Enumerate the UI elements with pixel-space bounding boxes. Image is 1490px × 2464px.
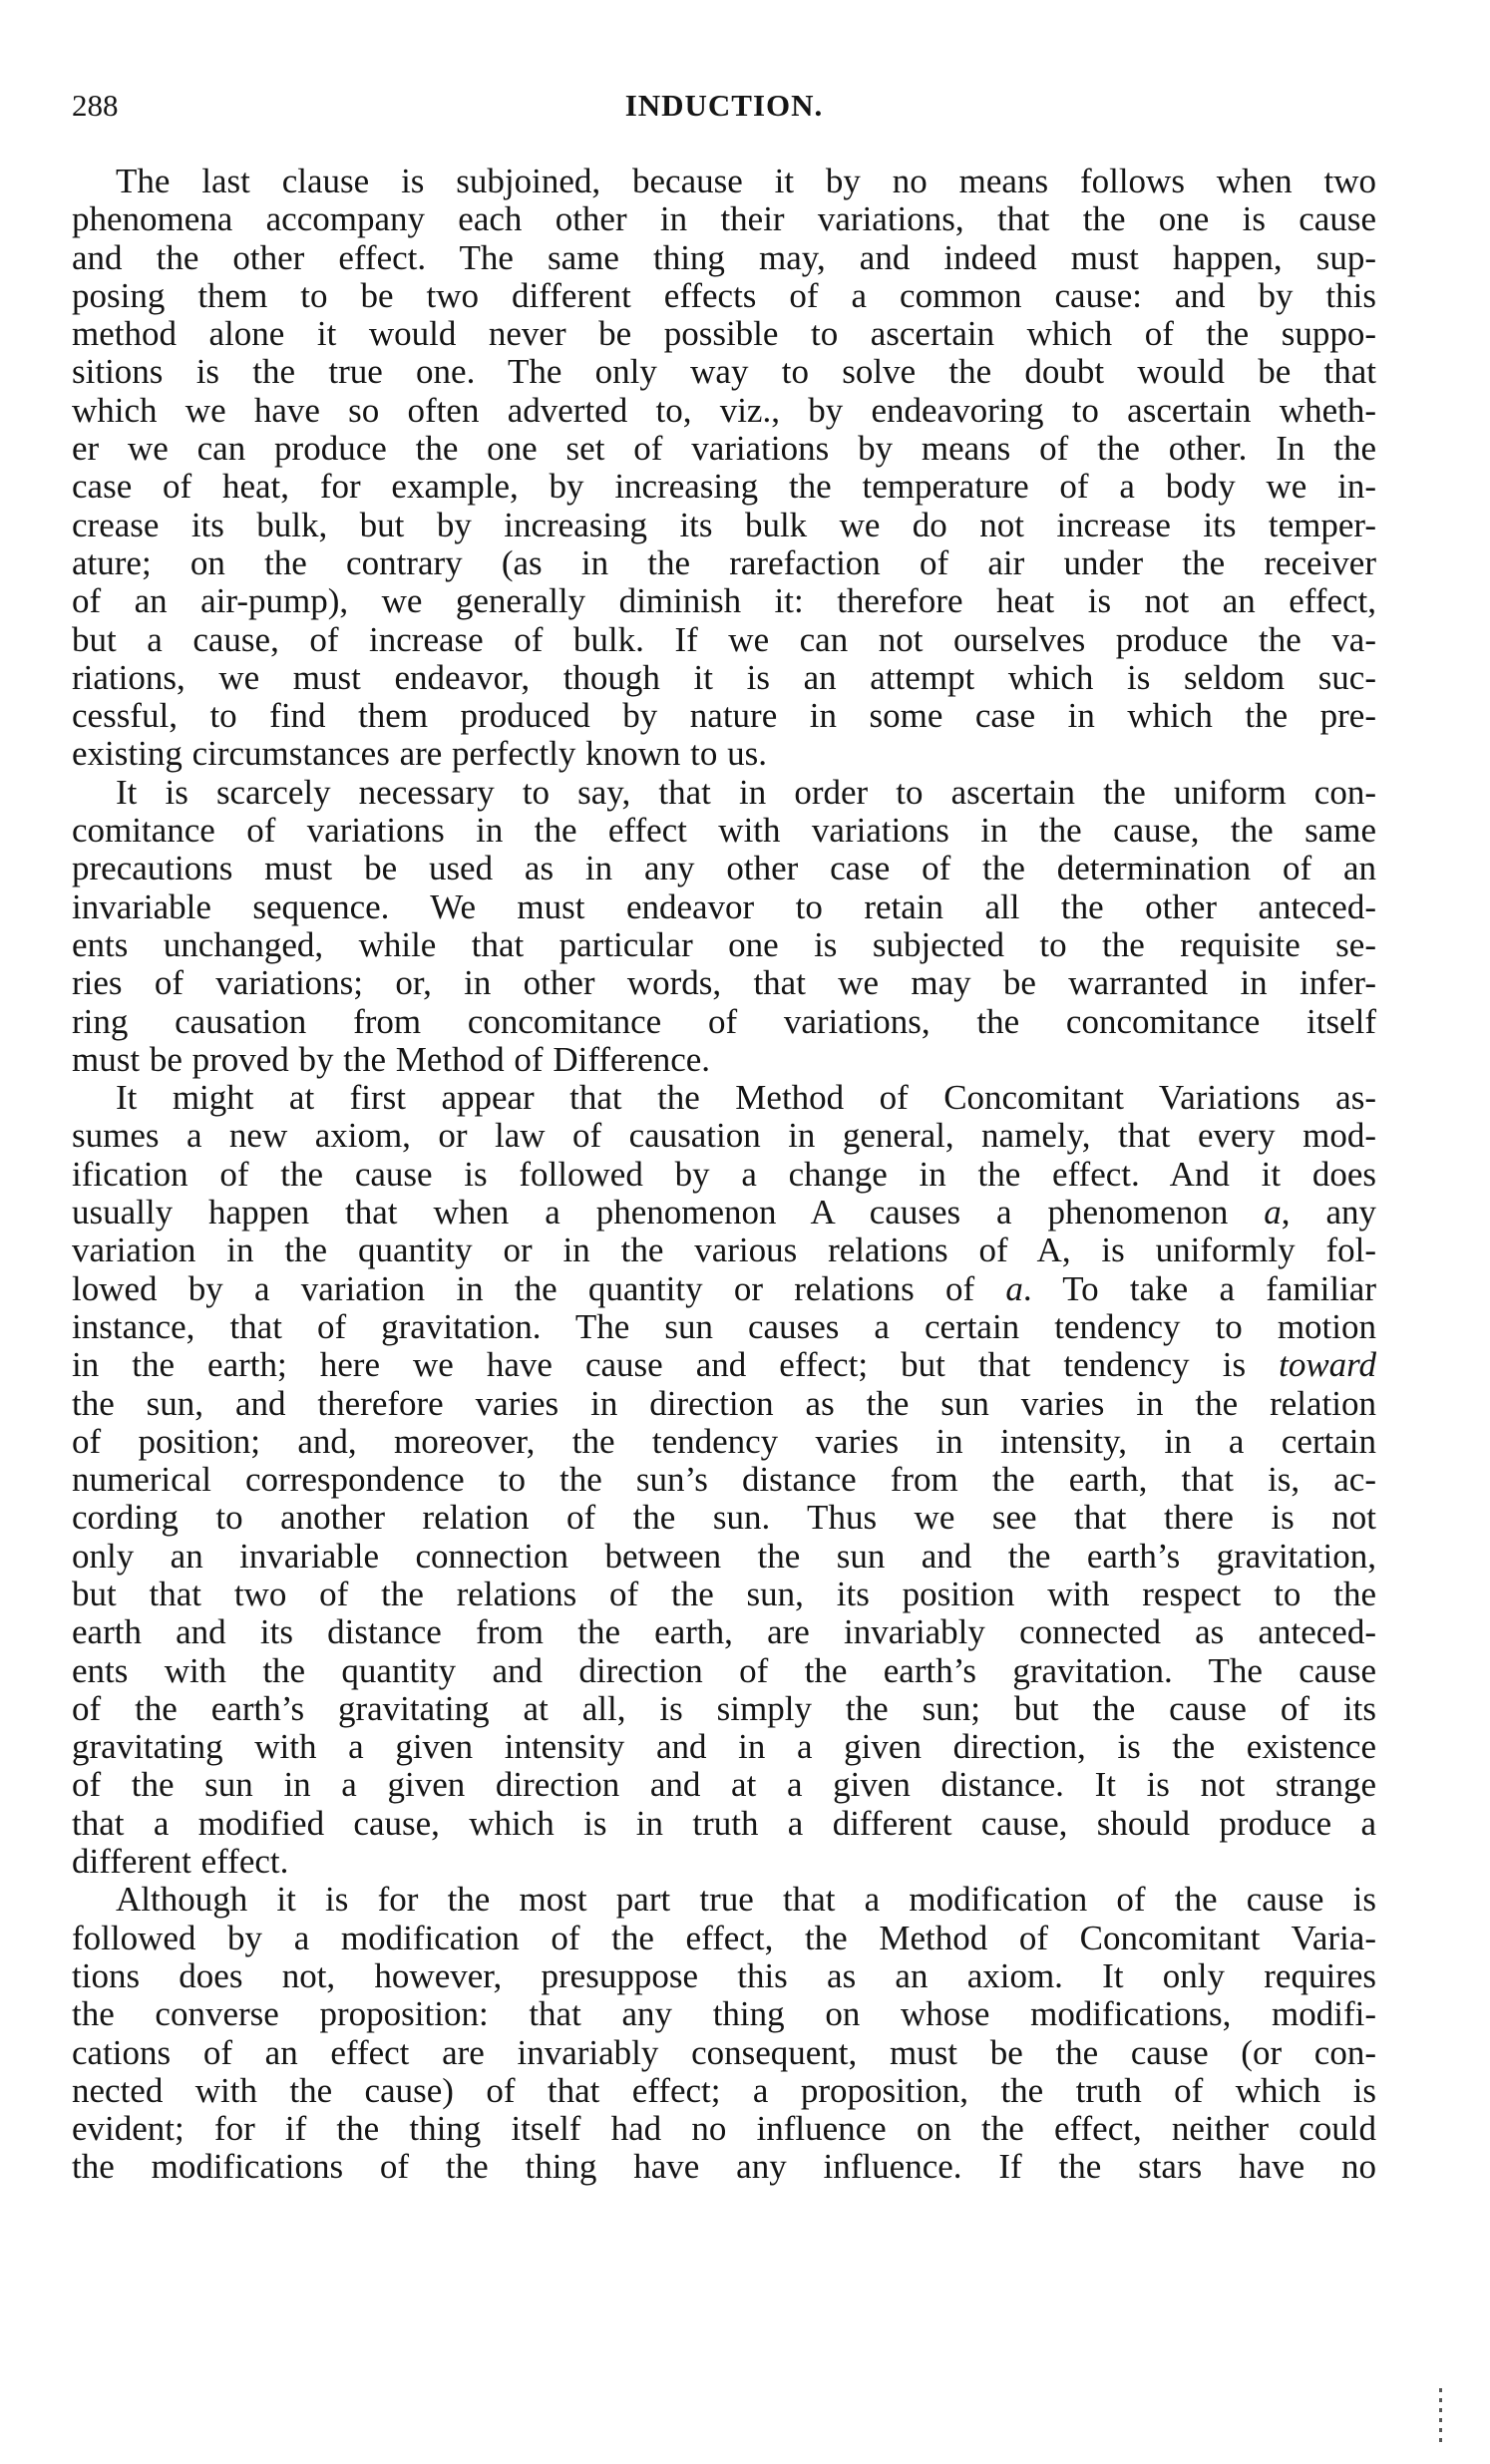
text-segment: It might at first appear that the Method of Concomitant Variations as-	[116, 1078, 1376, 1118]
text-segment: tions does not, however, presuppose this as an axiom. It only requires	[72, 1955, 1376, 1995]
text-line	[72, 659, 1376, 697]
text-segment: of the earth’s gravitating at all, is simply the sun; but the cause of its	[72, 1688, 1376, 1728]
text-line	[72, 1232, 1376, 1269]
text-segment: instance, that of gravitation. The sun causes a certain tendency to motion	[72, 1306, 1376, 1346]
text-line	[72, 163, 1376, 200]
text-line	[72, 1461, 1376, 1499]
text-line	[72, 1308, 1376, 1346]
text-line	[72, 1728, 1376, 1766]
text-segment: invariable sequence. We must endeavor to retain all the other anteced-	[72, 886, 1376, 926]
text-segment: only an invariable connection between the sun and the earth’s gravitation,	[72, 1536, 1376, 1576]
text-segment: nected with the cause) of that effect; a proposition, the truth of which is	[72, 2070, 1376, 2110]
text-segment: usually happen that when a phenomenon A causes a phenomenon	[72, 1193, 1265, 1232]
text-segment: of an air-pump), we generally diminish it: therefore heat is not an effect,	[72, 581, 1376, 621]
text-line	[72, 1423, 1376, 1461]
text-segment: the sun, and therefore varies in direction as the sun varies in the relation	[72, 1383, 1376, 1423]
italic-text: a	[1005, 1268, 1023, 1308]
text-segment: existing circumstances are perfectly known to us.	[72, 734, 768, 774]
text-segment: case of heat, for example, by increasing the temperature of a body we in-	[72, 467, 1376, 507]
text-segment: followed by a modification of the effect, the Method of Concomitant Varia-	[72, 1918, 1376, 1957]
text-line	[72, 315, 1376, 353]
text-line	[72, 582, 1376, 620]
text-segment: cations of an effect are invariably consequent, must be the cause (or con-	[72, 2032, 1376, 2072]
text-line	[72, 1881, 1376, 1919]
text-line	[72, 888, 1376, 926]
text-segment: and the other effect. The same thing may, and indeed must happen, sup-	[72, 237, 1376, 277]
text-line	[72, 1538, 1376, 1576]
text-segment: ries of variations; or, in other words, that we may be warranted in infer-	[72, 963, 1376, 1003]
page-number: 288	[72, 88, 119, 123]
italic-text: toward	[1279, 1345, 1376, 1385]
text-line	[72, 1346, 1376, 1384]
text-segment: ents with the quantity and direction of the earth’s gravitation. The cause	[72, 1650, 1376, 1690]
text-segment: that a modified cause, which is in truth a different cause, should produce a	[72, 1803, 1376, 1843]
text-segment: numerical correspondence to the sun’s distance from the earth, that is, ac-	[72, 1460, 1376, 1500]
running-title: INDUCTION.	[624, 88, 824, 123]
text-line	[72, 1576, 1376, 1613]
text-segment: ature; on the contrary (as in the rarefaction of air under the receiver	[72, 542, 1376, 582]
text-line	[72, 1613, 1376, 1651]
text-segment: the converse proposition: that any thing on whose modifications, modifi-	[72, 1994, 1376, 2034]
text-line	[72, 1385, 1376, 1423]
text-line	[72, 2110, 1376, 2148]
text-segment: lowed by a variation in the quantity or relations of	[72, 1268, 1006, 1308]
text-segment: gravitating with a given intensity and in a given direction, is the existence	[72, 1727, 1376, 1767]
text-segment: ification of the cause is followed by a change in the effect. And it does	[72, 1154, 1376, 1194]
text-line	[72, 1805, 1376, 1843]
text-line	[72, 1079, 1376, 1117]
text-line	[72, 468, 1376, 506]
text-line	[72, 430, 1376, 468]
text-line	[72, 392, 1376, 430]
text-segment: ring causation from concomitance of variations, the concomitance itself	[72, 1001, 1376, 1041]
text-line	[72, 2148, 1376, 2186]
text-line	[72, 277, 1376, 315]
text-line	[72, 697, 1376, 735]
text-segment: riations, we must endeavor, though it is an attempt which is seldom suc-	[72, 657, 1376, 697]
text-segment: method alone it would never be possible to ascertain which of the suppo-	[72, 314, 1376, 354]
text-segment: comitance of variations in the effect with variations in the cause, the same	[72, 811, 1376, 851]
text-line	[72, 621, 1376, 659]
text-line	[72, 850, 1376, 887]
text-line	[72, 200, 1376, 238]
text-segment: different effect.	[72, 1842, 289, 1882]
text-line	[72, 1003, 1376, 1041]
text-line	[72, 926, 1376, 964]
text-line	[72, 1652, 1376, 1690]
text-line	[72, 353, 1376, 391]
text-segment: crease its bulk, but by increasing its bulk we do not increase its temper-	[72, 505, 1376, 544]
paragraph	[72, 163, 1376, 774]
text-line	[72, 774, 1376, 812]
text-segment: evident; for if the thing itself had no influence on the effect, neither could	[72, 2109, 1376, 2149]
text-segment: of the sun in a given direction and at a given distance. It is not strange	[72, 1765, 1376, 1805]
paragraph	[72, 1881, 1376, 2186]
text-line	[72, 1156, 1376, 1194]
text-segment: cording to another relation of the sun. Thus we see that there is not	[72, 1498, 1376, 1538]
text-segment: posing them to be two different effects of a common cause: and by this	[72, 275, 1376, 315]
text-segment: the modifications of the thing have any influence. If the stars have no	[72, 2147, 1376, 2187]
text-segment: cessful, to find them produced by nature in some case in which the pre-	[72, 696, 1376, 736]
text-line	[72, 1194, 1376, 1232]
paragraph	[72, 1079, 1376, 1881]
text-segment: , any	[1281, 1193, 1376, 1232]
text-line	[72, 2072, 1376, 2110]
text-segment: sitions is the true one. The only way to solve the doubt would be that	[72, 352, 1376, 392]
text-line	[72, 812, 1376, 850]
text-segment: Although it is for the most part true that a modification of the cause is	[116, 1880, 1376, 1920]
text-line	[72, 1957, 1376, 1995]
text-line	[72, 1270, 1376, 1308]
text-segment: but a cause, of increase of bulk. If we can not ourselves produce the va-	[72, 619, 1376, 659]
paragraph	[72, 774, 1376, 1079]
text-line	[72, 1843, 1376, 1881]
text-line	[72, 735, 1376, 773]
text-segment: precautions must be used as in any other case of the determination of an	[72, 849, 1376, 888]
text-segment: . To take a familiar	[1022, 1268, 1376, 1308]
text-segment: which we have so often adverted to, viz., by endeavoring to ascertain wheth-	[72, 390, 1376, 430]
text-line	[72, 1499, 1376, 1537]
text-segment: in the earth; here we have cause and effect; but that tendency is	[72, 1345, 1280, 1385]
text-line	[72, 1690, 1376, 1728]
text-segment: earth and its distance from the earth, are invariably connected as anteced-	[72, 1612, 1376, 1652]
page-body	[72, 163, 1376, 2187]
text-segment: phenomena accompany each other in their variations, that the one is cause	[72, 199, 1376, 239]
text-segment: The last clause is subjoined, because it by no means follows when two	[116, 162, 1376, 200]
text-segment: must be proved by the Method of Difference.	[72, 1039, 711, 1079]
text-line	[72, 1920, 1376, 1957]
text-line	[72, 1117, 1376, 1155]
text-segment: of position; and, moreover, the tendency varies in intensity, in a certain	[72, 1421, 1376, 1461]
text-segment: variation in the quantity or in the various relations of A, is uniformly fol-	[72, 1231, 1376, 1270]
text-line	[72, 1766, 1376, 1804]
text-line	[72, 964, 1376, 1002]
text-segment: er we can produce the one set of variations by means of the other. In the	[72, 429, 1376, 469]
text-line	[72, 507, 1376, 544]
text-line	[72, 1041, 1376, 1079]
margin-mark	[1439, 2388, 1442, 2448]
text-segment: sumes a new axiom, or law of causation in general, namely, that every mod-	[72, 1116, 1376, 1156]
text-segment: ents unchanged, while that particular one is subjected to the requisite se-	[72, 924, 1376, 964]
text-segment: but that two of the relations of the sun, its position with respect to the	[72, 1574, 1376, 1613]
text-segment: It is scarcely necessary to say, that in order to ascertain the uniform con-	[116, 772, 1376, 812]
text-line	[72, 1995, 1376, 2033]
page-header	[72, 88, 1376, 128]
italic-text: a	[1264, 1193, 1282, 1232]
text-line	[72, 544, 1376, 582]
text-line	[72, 239, 1376, 277]
text-line	[72, 2034, 1376, 2072]
